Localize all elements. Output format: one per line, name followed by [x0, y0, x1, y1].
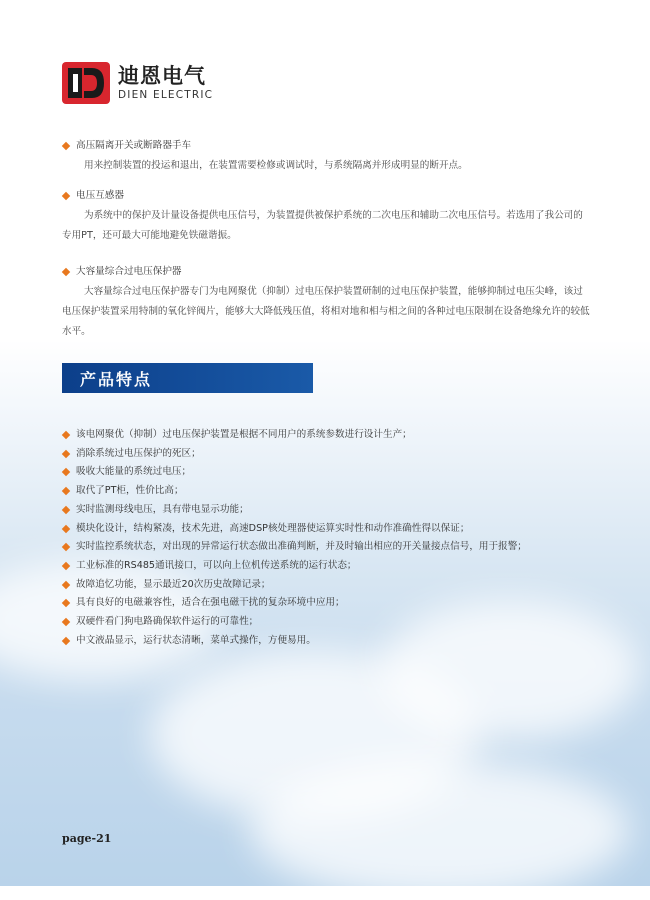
diamond-bullet-icon — [62, 142, 70, 150]
diamond-bullet-icon — [62, 268, 70, 276]
feature-list — [62, 426, 602, 650]
list-item: 吸收大能量的系统过电压； — [62, 463, 602, 482]
list-item: 取代了PT柜，性价比高； — [62, 482, 602, 501]
diamond-bullet-icon — [62, 599, 70, 607]
list-item: 该电网聚优（抑制）过电压保护装置是根据不同用户的系统参数进行设计生产； — [62, 426, 602, 445]
list-item: 故障追忆功能，显示最近20次历史故障记录； — [62, 576, 602, 595]
diamond-bullet-icon — [62, 431, 70, 439]
diamond-bullet-icon — [62, 580, 70, 588]
diamond-bullet-icon — [62, 192, 70, 200]
list-item: 工业标准的RS485通讯接口，可以向上位机传送系统的运行状态； — [62, 557, 602, 576]
section-body: 大容量综合过电压保护器专门为电网聚优（抑制）过电压保护装置研制的过电压保护装置，能够抑制过电压尖峰，该过电压保护装置采用特制的氧化锌阀片，能够大大降低残压值，将相对地和相与相之间的各种过电压限制在设备绝缘允许的较低水平。 — [62, 286, 590, 337]
list-item: 实时监控系统状态，对出现的异常运行状态做出准确判断，并及时输出相应的开关量接点信号，用于报警； — [62, 538, 602, 557]
banner-title: 产品特点 — [80, 370, 153, 389]
section-voltage-transformer — [62, 186, 592, 246]
diamond-bullet-icon — [62, 487, 70, 495]
cloud-decoration — [250, 760, 630, 900]
list-item: 中文液晶显示，运行状态清晰，菜单式操作，方便易用。 — [62, 632, 602, 651]
diamond-bullet-icon — [62, 506, 70, 514]
list-item: 实时监测母线电压，具有带电显示功能； — [62, 501, 602, 520]
section-title: 高压隔离开关或断路器手车 — [76, 140, 192, 151]
section-overvoltage-protector — [62, 262, 592, 342]
list-item: 消除系统过电压保护的死区； — [62, 445, 602, 464]
list-item: 双硬件看门狗电路确保软件运行的可靠性； — [62, 613, 602, 632]
section-isolation-switch — [62, 136, 592, 176]
section-title: 电压互感器 — [76, 190, 124, 201]
diamond-bullet-icon — [62, 562, 70, 570]
page-number: page-21 — [62, 832, 112, 845]
product-features-banner — [62, 363, 313, 393]
list-item: 具有良好的电磁兼容性，适合在强电磁干扰的复杂环境中应用； — [62, 594, 602, 613]
logo-chinese-name: 迪恩电气 — [118, 64, 206, 88]
diamond-bullet-icon — [62, 524, 70, 532]
logo-mark-icon — [62, 62, 110, 104]
logo-english-name: DIEN ELECTRIC — [118, 89, 214, 101]
section-title: 大容量综合过电压保护器 — [76, 266, 182, 277]
diamond-bullet-icon — [62, 543, 70, 551]
diamond-bullet-icon — [62, 618, 70, 626]
section-body: 用来控制装置的投运和退出，在装置需要检修或调试时，与系统隔离并形成明显的断开点。 — [84, 160, 468, 171]
section-body: 为系统中的保护及计量设备提供电压信号，为装置提供被保护系统的二次电压和辅助二次电压信号。若选用了我公司的专用PT，还可最大可能地避免铁磁谐振。 — [62, 210, 583, 241]
diamond-bullet-icon — [62, 636, 70, 644]
company-logo — [62, 62, 213, 104]
diamond-bullet-icon — [62, 449, 70, 457]
list-item: 模块化设计，结构紧凑，技术先进，高速DSP核处理器使运算实时性和动作准确性得以保证； — [62, 520, 602, 539]
diamond-bullet-icon — [62, 468, 70, 476]
